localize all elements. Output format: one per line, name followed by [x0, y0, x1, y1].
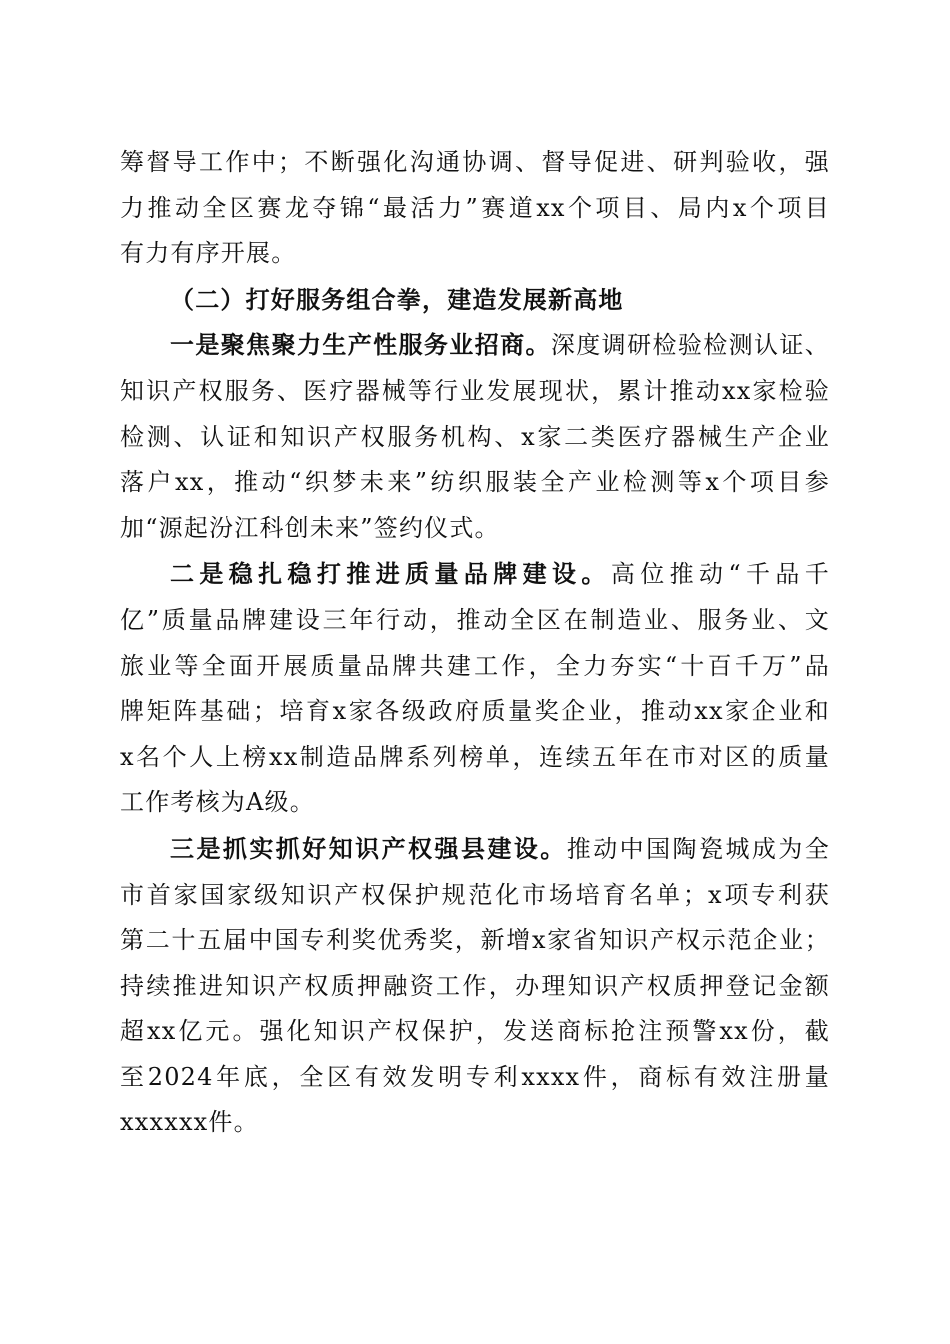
- paragraph-line: 牌矩阵基础；培育x家各级政府质量奖企业，推动xx家企业和: [120, 697, 830, 726]
- paragraph-line-rest: 高位推动“千品千: [610, 560, 830, 589]
- paragraph-line: 超xx亿元。强化知识产权保护，发送商标抢注预警xx份，截: [120, 1017, 830, 1046]
- paragraph-first-line: [120, 826, 830, 873]
- paragraph-lead: 三是抓实抓好知识产权强县建设。: [170, 833, 567, 863]
- paragraph-line-rest: 深度调研检验检测认证、: [550, 331, 831, 360]
- paragraph-lead: 一是聚焦聚力生产性服务业招商。: [170, 330, 551, 360]
- section-heading: [120, 277, 830, 323]
- paragraph-line: 筹督导工作中；不断强化沟通协调、督导促进、研判验收，强: [120, 148, 830, 176]
- paragraph-first-line: [120, 322, 830, 369]
- document-body: [120, 140, 830, 1146]
- paragraph-line: 至2024年底，全区有效发明专利xxxx件，商标有效注册量: [120, 1062, 830, 1091]
- paragraph-line: 工作考核为A级。: [120, 788, 315, 817]
- paragraph-line-rest: 推动中国陶瓷城成为全: [566, 834, 830, 863]
- paragraph-3: [120, 551, 830, 826]
- paragraph-1: [120, 140, 830, 277]
- paragraph-line: 旅业等全面开展质量品牌共建工作，全力夯实“十百千万”品: [120, 651, 830, 680]
- paragraph-line: 市首家国家级知识产权保护规范化市场培育名单；x项专利获: [120, 880, 830, 909]
- paragraph-line: 第二十五届中国专利奖优秀奖，新增x家省知识产权示范企业；: [120, 926, 830, 955]
- paragraph-line: 检测、认证和知识产权服务机构、x家二类医疗器械生产企业: [120, 422, 830, 451]
- section-heading-text: （二）打好服务组合拳，建造发展新高地: [170, 284, 624, 314]
- paragraph-line: 力推动全区赛龙夺锦“最活力”赛道xx个项目、局内x个项目: [120, 193, 830, 222]
- paragraph-2: [120, 322, 830, 551]
- paragraph-line: 持续推进知识产权质押融资工作，办理知识产权质押登记金额: [120, 971, 830, 1000]
- paragraph-line: 加“源起汾江科创未来”签约仪式。: [120, 513, 500, 542]
- paragraph-line: 有力有序开展。: [120, 239, 297, 268]
- paragraph-line: 亿”质量品牌建设三年行动，推动全区在制造业、服务业、文: [120, 605, 830, 634]
- paragraph-first-line: [120, 551, 830, 598]
- paragraph-4: [120, 826, 830, 1146]
- paragraph-line: xxxxxx件。: [120, 1108, 259, 1137]
- paragraph-line: 落户xx，推动“织梦未来”纺织服装全产业检测等x个项目参: [120, 468, 830, 497]
- paragraph-lead: 二是稳扎稳打推进质量品牌建设。: [170, 559, 611, 589]
- paragraph-line: x名个人上榜xx制造品牌系列榜单，连续五年在市对区的质量: [120, 742, 830, 771]
- paragraph-line: 知识产权服务、医疗器械等行业发展现状，累计推动xx家检验: [120, 376, 830, 405]
